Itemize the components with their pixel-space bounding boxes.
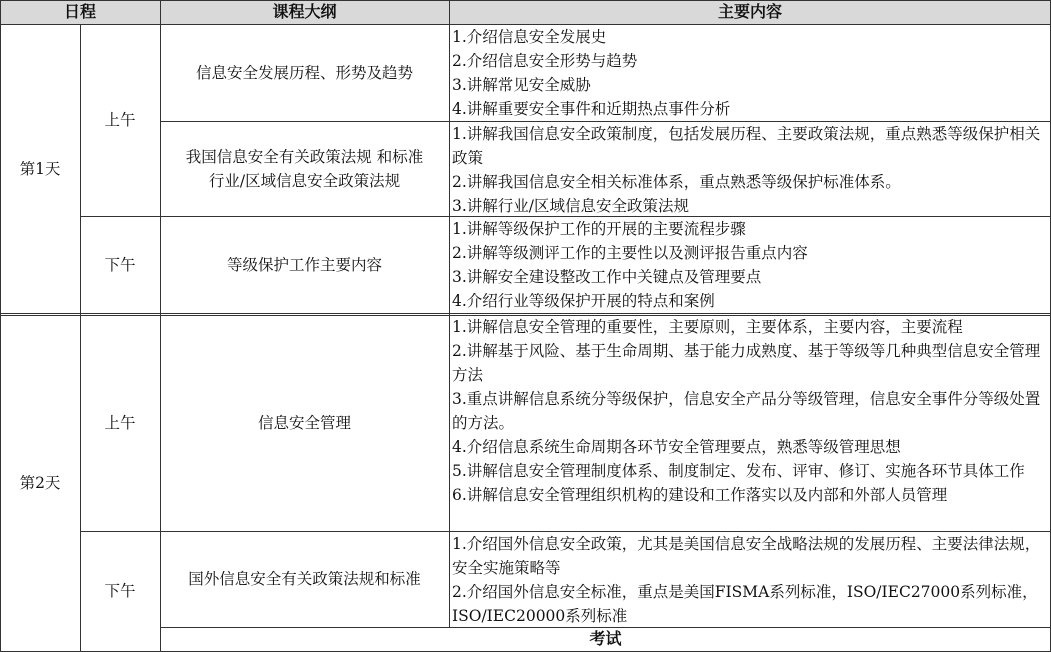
exam-row: 考试 bbox=[589, 629, 622, 648]
grid-line bbox=[0, 0, 1051, 1]
list-item: 1.讲解信息安全管理的重要性，主要原则，主要体系，主要内容，主要流程 bbox=[452, 318, 963, 336]
day1-am-topic1-title: 信息安全发展历程、形势及趋势 bbox=[195, 63, 413, 82]
list-item: 2.讲解等级测评工作的主要性以及测评报告重点内容 bbox=[452, 244, 808, 262]
day2-am-topic-title: 信息安全管理 bbox=[257, 413, 351, 432]
grid-line bbox=[80, 216, 1051, 217]
header-outline: 课程大纲 bbox=[160, 0, 449, 24]
day2-label: 第2天 bbox=[19, 473, 61, 492]
day2-am-label: 上午 bbox=[104, 413, 136, 432]
list-item: 2.讲解我国信息安全相关标准体系，重点熟悉等级保护标准体系。 bbox=[452, 173, 901, 191]
day1-am-topic2-content bbox=[449, 121, 1051, 216]
list-item: 1.介绍国外信息安全政策，尤其是美国信息安全战略法规的发展历程、主要法律法规，安全实施策略等 bbox=[452, 535, 1041, 577]
list-item: 3.重点讲解信息系统分等级保护，信息安全产品分等级管理，信息安全事件分等级处置的方法。 bbox=[452, 390, 1041, 432]
grid-line bbox=[80, 24, 81, 652]
header-schedule: 日程 bbox=[0, 0, 160, 24]
header-content: 主要内容 bbox=[449, 0, 1051, 24]
day1-pm-topic-content bbox=[449, 216, 1051, 313]
grid-line bbox=[160, 0, 161, 652]
grid-line bbox=[0, 315, 1051, 316]
day1-pm-label: 下午 bbox=[104, 255, 136, 274]
day1-am-topic2-title bbox=[160, 121, 449, 216]
list-item: 1.讲解等级保护工作的开展的主要流程步骤 bbox=[452, 220, 746, 238]
list-item: 2.介绍信息安全形势与趋势 bbox=[452, 52, 638, 70]
day2-pm-topic-content bbox=[449, 531, 1051, 627]
grid-line bbox=[0, 24, 1051, 25]
list-item: 2.讲解基于风险、基于生命周期、基于能力成熟度、基于等级等几种典型信息安全管理方法 bbox=[452, 342, 1041, 384]
day2-pm-label: 下午 bbox=[104, 582, 136, 600]
list-item: 3.讲解行业/区域信息安全政策法规 bbox=[452, 197, 690, 215]
day1-am-topic2-title-line2: 行业/区域信息安全政策法规 bbox=[208, 171, 401, 190]
day2-am-topic-content bbox=[449, 314, 1051, 531]
day1-am-label: 上午 bbox=[104, 111, 136, 129]
list-item: 6.讲解信息安全管理组织机构的建设和工作落实以及内部和外部人员管理 bbox=[452, 486, 948, 504]
grid-line bbox=[160, 121, 1051, 122]
grid-line bbox=[0, 313, 1051, 314]
list-item: 1.介绍信息安全发展史 bbox=[452, 28, 607, 46]
grid-line bbox=[160, 627, 1051, 628]
day1-am-topic1-content bbox=[449, 24, 1051, 121]
list-item: 4.介绍行业等级保护开展的特点和案例 bbox=[452, 292, 715, 310]
grid-line bbox=[449, 0, 450, 627]
day1-pm-topic-title: 等级保护工作主要内容 bbox=[226, 255, 382, 274]
list-item: 4.讲解重要安全事件和近期热点事件分析 bbox=[452, 100, 731, 118]
list-item: 3.讲解常见安全威胁 bbox=[452, 76, 591, 94]
day2-pm-topic-title: 国外信息安全有关政策法规和标准 bbox=[188, 570, 421, 588]
grid-line bbox=[0, 0, 1, 652]
list-item: 4.介绍信息系统生命周期各环节安全管理要点，熟悉等级管理思想 bbox=[452, 438, 901, 456]
list-item: 2.介绍国外信息安全标准，重点是美国FISMA系列标准，ISO/IEC27000系列标准，ISO/IEC20000系列标准 bbox=[452, 583, 1038, 625]
grid-line bbox=[80, 531, 1051, 532]
day1-am-topic2-title-line1: 我国信息安全有关政策法规 和标准 bbox=[185, 147, 424, 166]
list-item: 5.讲解信息安全管理制度体系、制度制定、发布、评审、修订、实施各环节具体工作 bbox=[452, 462, 1025, 480]
list-item: 3.讲解安全建设整改工作中关键点及管理要点 bbox=[452, 268, 762, 286]
day1-label: 第1天 bbox=[19, 159, 61, 178]
list-item: 1.讲解我国信息安全政策制度，包括发展历程、主要政策法规，重点熟悉等级保护相关政策 bbox=[452, 125, 1041, 167]
